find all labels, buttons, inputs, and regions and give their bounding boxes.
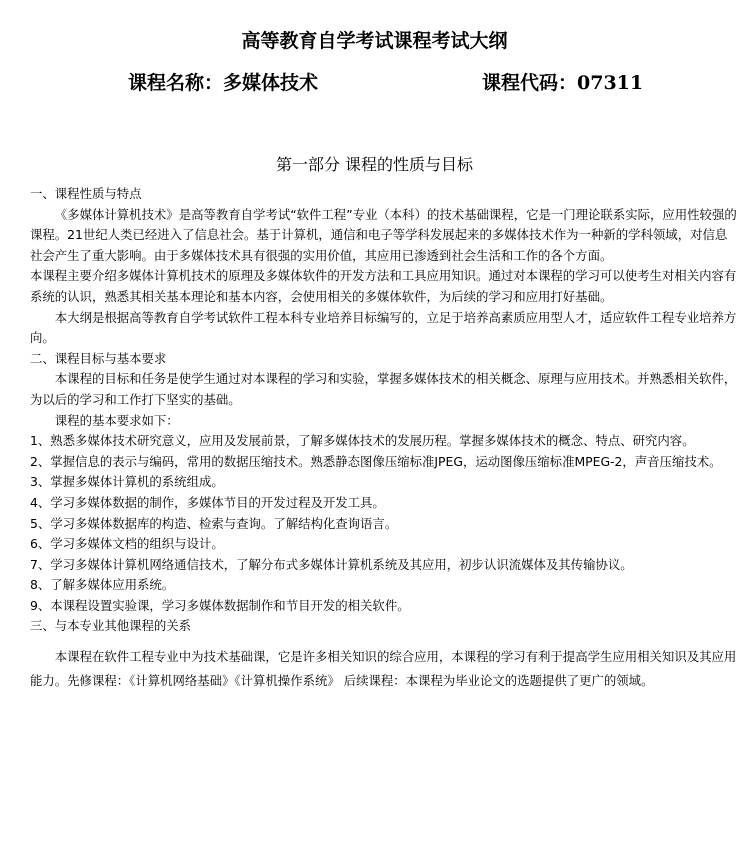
section-heading: 一、课程性质与特点 bbox=[30, 186, 142, 201]
list-item: 1、熟悉多媒体技术研究意义，应用及发展前景，了解多媒体技术的发展历程。掌握多媒体技术的概念、特点、研究内容。 bbox=[30, 433, 695, 449]
paragraph: 本大纲是根据高等教育自学考试软件工程本科专业培养目标编写的，立足于培养高素质应用型人才，适应软件工程专业培养方向。 bbox=[30, 309, 737, 346]
course-name: 课程名称：多媒体技术 bbox=[128, 72, 319, 94]
list-item: 9、本课程设置实验课，学习多媒体数据制作和节目开发的相关软件。 bbox=[30, 597, 410, 613]
list-item: 4、学习多媒体数据的制作，多媒体节目的开发过程及开发工具。 bbox=[30, 494, 385, 510]
section-heading: 二、课程目标与基本要求 bbox=[30, 350, 167, 366]
list-item: 7、学习多媒体计算机网络通信技术，了解分布式多媒体计算机系统及其应用，初步认识流媒体及其传输协议。 bbox=[30, 556, 633, 572]
list-item: 2、掌握信息的表示与编码，常用的数据压缩技术。熟悉静态图像压缩标准JPEG，运动图像压缩标准MPEG-2，声音压缩技术。 bbox=[30, 453, 722, 469]
list-item: 3、掌握多媒体计算机的系统组成。 bbox=[30, 474, 224, 490]
list-item: 8、了解多媒体应用系统。 bbox=[30, 577, 175, 593]
paragraph: 《多媒体计算机技术》是高等教育自学考试“软件工程”专业（本科）的技术基础课程，它是一门理论联系实际，应用性较强的课程。21世纪人类已经进入了信息社会。基于计算机，通信和电子等学科发展起来的多媒体技术作为一种新的学科领域，对信息社会产生了重大影响。由于多媒体技术具有很强的实用价值，其应用已渗透到社会生活和工作的各个方面。 bbox=[30, 206, 737, 263]
paragraph: 本课程主要介绍多媒体计算机技术的原理及多媒体软件的开发方法和工具应用知识。通过对本课程的学习可以使考生对相关内容有系统的认识，熟悉其相关基本理论和基本内容，会使用相关的多媒体软件，为后续的学习和应用打好基础。 bbox=[30, 268, 737, 304]
paragraph: 本课程的目标和任务是使学生通过对本课程的学习和实验，掌握多媒体技术的相关概念、原理与应用技术。并熟悉相关软件，为以后的学习和工作打下坚实的基础。 bbox=[30, 371, 737, 407]
requirements-intro: 课程的基本要求如下： bbox=[54, 412, 179, 428]
part-heading: 第一部分 课程的性质与目标 bbox=[275, 155, 474, 174]
section-heading: 三、与本专业其他课程的关系 bbox=[30, 618, 192, 634]
course-code: 课程代码：07311 bbox=[482, 72, 644, 94]
list-item: 5、学习多媒体数据库的构造、检索与查询。了解结构化查询语言。 bbox=[30, 515, 398, 531]
document-body bbox=[30, 184, 738, 693]
list-item: 6、学习多媒体文档的组织与设计。 bbox=[30, 536, 224, 552]
document-title: 高等教育自学考试课程考试大纲 bbox=[241, 30, 508, 52]
paragraph: 本课程在软件工程专业中为技术基础课，它是许多相关知识的综合应用，本课程的学习有利于提高学生应用相关知识及其应用能力。先修课程：《计算机网络基础》《计算机操作系统》 后续课程：本课程为毕业论文的选题提供了更广的领域。 bbox=[30, 649, 737, 689]
